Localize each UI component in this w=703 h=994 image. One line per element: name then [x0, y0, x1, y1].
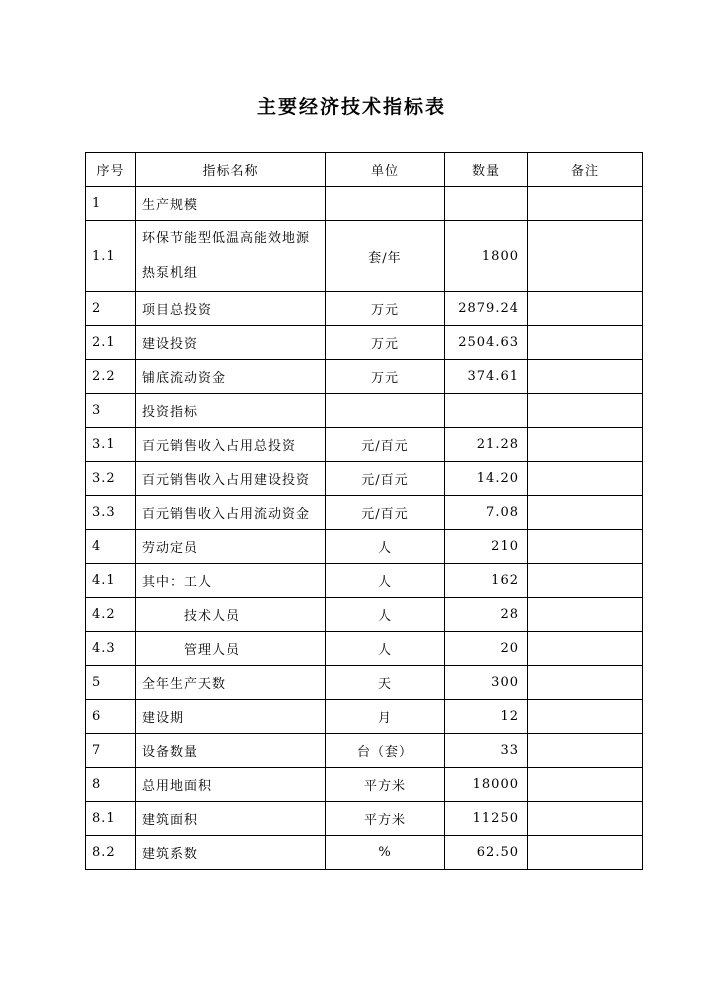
cell-note: [528, 700, 643, 734]
table-row: [86, 632, 643, 666]
cell-name: 建筑系数: [136, 836, 326, 870]
cell-seq: 4: [86, 530, 136, 564]
cell-unit: 元/百元: [326, 462, 445, 496]
cell-qty: 12: [445, 700, 528, 734]
cell-name: 总用地面积: [136, 768, 326, 802]
cell-qty: 1800: [445, 221, 528, 292]
cell-name: 生产规模: [136, 187, 326, 221]
header-seq: 序号: [86, 153, 136, 187]
cell-qty: 2879.24: [445, 292, 528, 326]
cell-unit: 人: [326, 632, 445, 666]
cell-name: 投资指标: [136, 394, 326, 428]
cell-seq: 8.1: [86, 802, 136, 836]
table-row: [86, 394, 643, 428]
cell-unit: 天: [326, 666, 445, 700]
table-row: [86, 292, 643, 326]
cell-name: 技术人员: [136, 598, 326, 632]
indicator-table: [85, 152, 643, 870]
table-row: [86, 734, 643, 768]
cell-note: [528, 496, 643, 530]
cell-name: 其中：工人: [136, 564, 326, 598]
cell-note: [528, 802, 643, 836]
cell-seq: 3.3: [86, 496, 136, 530]
cell-unit: 平方米: [326, 802, 445, 836]
cell-seq: 4.3: [86, 632, 136, 666]
table-row: [86, 496, 643, 530]
cell-qty: [445, 187, 528, 221]
header-unit: 单位: [326, 153, 445, 187]
cell-name: 建设期: [136, 700, 326, 734]
cell-name: 铺底流动资金: [136, 360, 326, 394]
cell-name: 百元销售收入占用总投资: [136, 428, 326, 462]
cell-note: [528, 221, 643, 292]
cell-note: [528, 666, 643, 700]
table-row: [86, 462, 643, 496]
cell-note: [528, 734, 643, 768]
cell-qty: 300: [445, 666, 528, 700]
table-row: [86, 598, 643, 632]
table-header-row: [86, 153, 643, 187]
table-row: [86, 360, 643, 394]
cell-unit: 台（套）: [326, 734, 445, 768]
cell-unit: 万元: [326, 292, 445, 326]
cell-seq: 3: [86, 394, 136, 428]
cell-name: 百元销售收入占用流动资金: [136, 496, 326, 530]
cell-qty: 14.20: [445, 462, 528, 496]
table-row: [86, 802, 643, 836]
table-row: [86, 187, 643, 221]
cell-note: [528, 564, 643, 598]
cell-note: [528, 428, 643, 462]
cell-name: 劳动定员: [136, 530, 326, 564]
cell-seq: 8.2: [86, 836, 136, 870]
cell-seq: 4.2: [86, 598, 136, 632]
cell-unit: 人: [326, 530, 445, 564]
header-note: 备注: [528, 153, 643, 187]
cell-qty: 2504.63: [445, 326, 528, 360]
cell-note: [528, 462, 643, 496]
cell-note: [528, 292, 643, 326]
cell-seq: 2: [86, 292, 136, 326]
cell-qty: 20: [445, 632, 528, 666]
cell-seq: 3.1: [86, 428, 136, 462]
cell-unit: [326, 394, 445, 428]
cell-unit: 月: [326, 700, 445, 734]
cell-seq: 2.2: [86, 360, 136, 394]
table-row: [86, 666, 643, 700]
cell-qty: 374.61: [445, 360, 528, 394]
cell-qty: 33: [445, 734, 528, 768]
cell-name: 环保节能型低温高能效地源热泵机组: [136, 221, 326, 292]
cell-qty: 62.50: [445, 836, 528, 870]
cell-unit: 元/百元: [326, 428, 445, 462]
cell-name: 百元销售收入占用建设投资: [136, 462, 326, 496]
cell-unit: 套/年: [326, 221, 445, 292]
cell-qty: 11250: [445, 802, 528, 836]
cell-qty: 21.28: [445, 428, 528, 462]
table-row: [86, 564, 643, 598]
cell-unit: 万元: [326, 360, 445, 394]
cell-qty: [445, 394, 528, 428]
cell-note: [528, 360, 643, 394]
table-row: [86, 700, 643, 734]
cell-qty: 210: [445, 530, 528, 564]
cell-note: [528, 187, 643, 221]
cell-qty: 28: [445, 598, 528, 632]
cell-name: 项目总投资: [136, 292, 326, 326]
cell-unit: 万元: [326, 326, 445, 360]
cell-name: 建筑面积: [136, 802, 326, 836]
cell-seq: 2.1: [86, 326, 136, 360]
cell-unit: [326, 187, 445, 221]
table-row: [86, 428, 643, 462]
cell-note: [528, 632, 643, 666]
table-row: [86, 836, 643, 870]
page-title: 主要经济技术指标表: [256, 96, 446, 118]
cell-qty: 7.08: [445, 496, 528, 530]
cell-note: [528, 768, 643, 802]
cell-seq: 1.1: [86, 221, 136, 292]
table-row: [86, 530, 643, 564]
cell-name: 设备数量: [136, 734, 326, 768]
cell-unit: 平方米: [326, 768, 445, 802]
cell-qty: 18000: [445, 768, 528, 802]
header-qty: 数量: [445, 153, 528, 187]
cell-qty: 162: [445, 564, 528, 598]
cell-note: [528, 836, 643, 870]
cell-unit: 人: [326, 564, 445, 598]
cell-seq: 7: [86, 734, 136, 768]
cell-seq: 5: [86, 666, 136, 700]
cell-seq: 3.2: [86, 462, 136, 496]
cell-note: [528, 530, 643, 564]
cell-name: 全年生产天数: [136, 666, 326, 700]
table-row: [86, 768, 643, 802]
cell-unit: %: [326, 836, 445, 870]
cell-note: [528, 598, 643, 632]
cell-name: 管理人员: [136, 632, 326, 666]
cell-seq: 6: [86, 700, 136, 734]
cell-unit: 元/百元: [326, 496, 445, 530]
cell-seq: 1: [86, 187, 136, 221]
table-row: [86, 221, 643, 292]
cell-seq: 4.1: [86, 564, 136, 598]
cell-note: [528, 326, 643, 360]
cell-name: 建设投资: [136, 326, 326, 360]
table-row: [86, 326, 643, 360]
header-name: 指标名称: [136, 153, 326, 187]
cell-note: [528, 394, 643, 428]
cell-unit: 人: [326, 598, 445, 632]
cell-seq: 8: [86, 768, 136, 802]
